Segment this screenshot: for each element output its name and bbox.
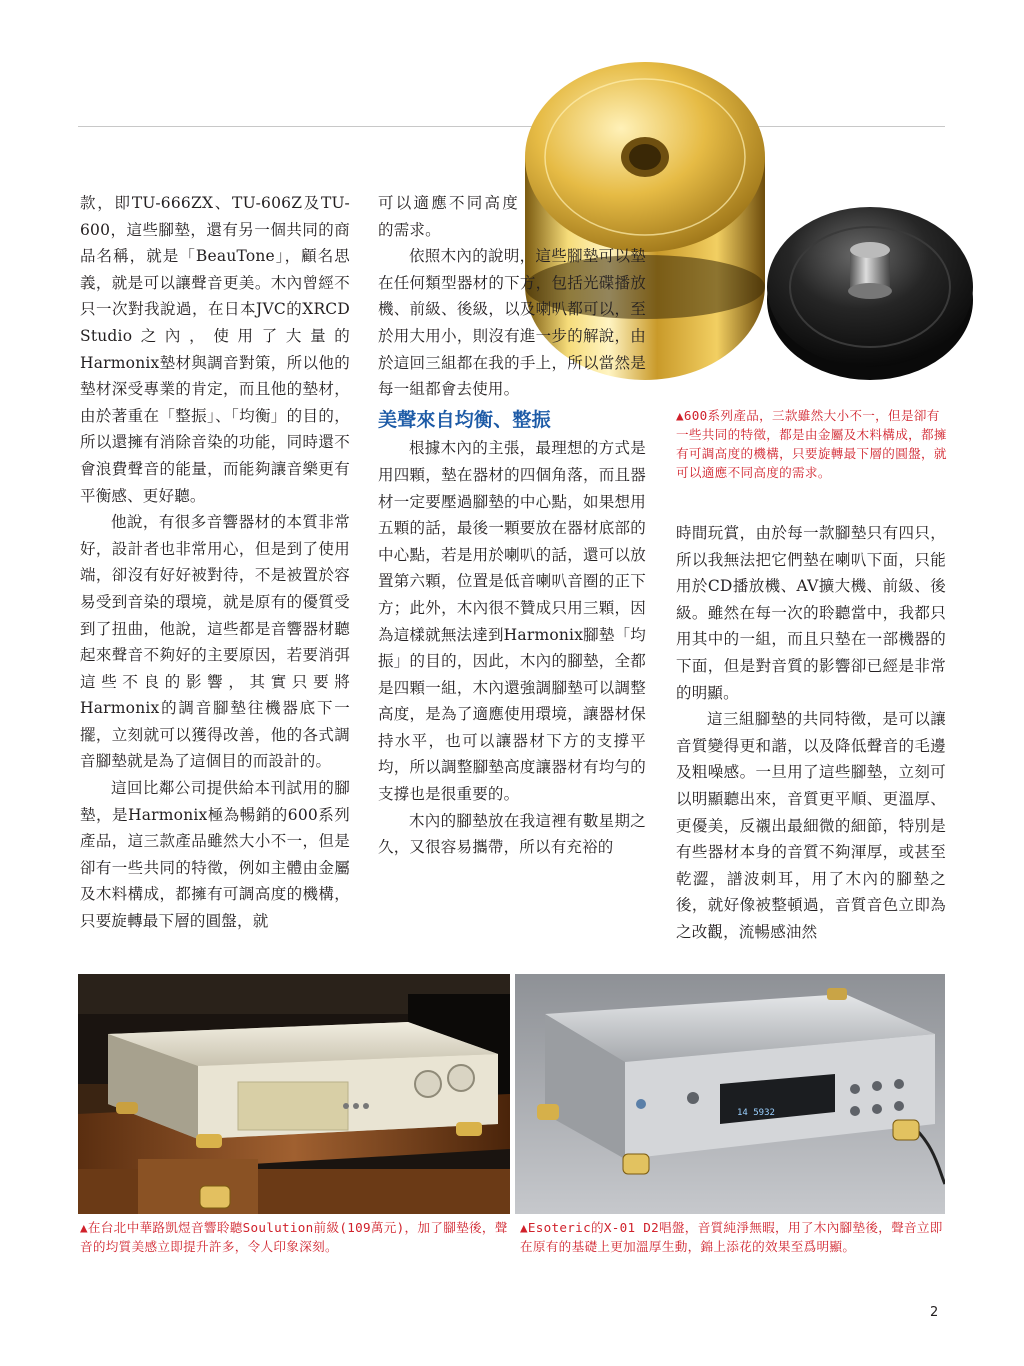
paragraph: 這回比鄰公司提供給本刊試用的腳墊，是Harmonix極為暢銷的600系列產品，這三款產品雖然大小不一，但是卻有一些共同的特徵，例如主體由金屬及木料構成，都擁有可調高度的機構，只要旋轉最下層的圓盤，就 bbox=[80, 779, 350, 931]
soulution-photo bbox=[78, 974, 510, 1214]
triangle-marker-icon: ▲ bbox=[520, 1220, 528, 1235]
paragraph: 可以適應不同高度的需求。 bbox=[378, 194, 518, 239]
paragraph: 款，即TU-666ZX、TU-606Z及TU-600，這些腳墊，還有另一個共同的商品名稱，就是「BeauTone」，顧名思義，就是可以讓聲音更美。木內曾經不只一次對我說過，在日本JVC的XRCD Studio之內，使用了大量的Harmonix墊材與調音對策，所以他的墊材深受專業的肯定，而且他的墊材，由於著重在「整振」、「均衡」的目的，所以還擁有消除音染的功能，同時還不會浪費聲音的能量，而能夠讓音樂更有平衡感、更好聽。 bbox=[80, 194, 350, 505]
caption-text: 600系列產品，三款雖然大小不一，但是卻有一些共同的特徵，都是由金屬及木料構成，都擁有可調高度的機構，只要旋轉最下層的圓盤，就可以適應不同高度的需求。 bbox=[676, 408, 947, 480]
triangle-marker-icon: ▲ bbox=[676, 408, 684, 423]
paragraph: 這三組腳墊的共同特徵，是可以讓音質變得更和諧，以及降低聲音的毛邊及粗噪感。一旦用了這些腳墊，立刻可以明顯聽出來，音質更平順、更溫厚、更優美，反襯出最細微的細節，特別是有些器材本身的音質不夠渾厚，或甚至乾澀，譜波刺耳，用了木內的腳墊之後，就好像被整頓過，音質音色立即為之改觀，流暢感油然 bbox=[676, 710, 946, 941]
article-column-3 bbox=[676, 520, 946, 946]
paragraph: 他說，有很多音響器材的本質非常好，設計者也非常用心，但是到了使用端，卻沒有好好被對待，不是被置於容易受到音染的環境，就是原有的優質受到了扭曲，他說，這些都是音響器材聽起來聲音不夠好的主要原因，若要消弭這些不良的影響，其實只要將Harmonix的調音腳墊往機器底下一擺，立刻就可以獲得改善，他的各式調音腳墊就是為了這個目的而設計的。 bbox=[80, 513, 350, 771]
triangle-marker-icon: ▲ bbox=[80, 1220, 88, 1235]
paragraph: 依照木內的說明，這些腳墊可以墊在任何類型器材的下方，包括光碟播放機、前級、後級，以及喇叭都可以，至於用大用小，則沒有進一步的解說，由於這回三組都在我的手上，所以當然是每一組都會去使用。 bbox=[378, 247, 646, 399]
caption-text: 在台北中華路凱煜音響聆聽Soulution前級(109萬元)，加了腳墊後，聲音的均質美感立即提升許多，令人印象深刻。 bbox=[80, 1220, 508, 1254]
paragraph: 木內的腳墊放在我這裡有數星期之久，又很容易攜帶，所以有充裕的 bbox=[378, 811, 646, 857]
paragraph: 根據木內的主張，最理想的方式是用四顆，墊在器材的四個角落，而且器材一定要壓過腳墊的中心點，如果想用五顆的話，最後一顆要放在器材底部的中心點，若是用於喇叭的話，還可以放置第六顆，位置是低音喇叭音圈的正下方；此外，木內很不贊成只用三顆，因為這樣就無法達到Harmonix腳墊「均振」的目的，因此，木內的腳墊，全都是四顆一組，木內還強調腳墊可以調整高度，是為了適應使用環境，讓器材保持水平，也可以讓器材下方的支撐平均，所以調整腳墊高度讓器材有均勻的支撐也是很重要的。 bbox=[378, 439, 646, 804]
caption-footers bbox=[676, 406, 948, 482]
article-column-1 bbox=[80, 190, 350, 935]
page-number: 2 bbox=[930, 1305, 939, 1320]
caption-text: Esoteric的X-01 D2唱盤，音質純淨無暇，用了木內腳墊後，聲音立即在原有的基礎上更加溫厚生動，錦上添花的效果至爲明顯。 bbox=[520, 1220, 943, 1254]
display-readout: 14 5932 bbox=[737, 1108, 775, 1118]
article-column-2 bbox=[378, 190, 646, 861]
esoteric-photo bbox=[515, 974, 945, 1214]
caption-soulution bbox=[80, 1218, 510, 1256]
paragraph: 時間玩賞，由於每一款腳墊只有四只，所以我無法把它們墊在喇叭下面，只能用於CD播放機、AV擴大機、前級、後級。雖然在每一次的聆聽當中，我都只用其中的一組，而且只墊在一部機器的下面，但是對音質的影響卻已經是非常的明顯。 bbox=[676, 524, 946, 702]
black-footer-image bbox=[767, 207, 973, 380]
section-heading: 美聲來自均衡、整振 bbox=[378, 408, 551, 431]
caption-esoteric bbox=[520, 1218, 948, 1256]
